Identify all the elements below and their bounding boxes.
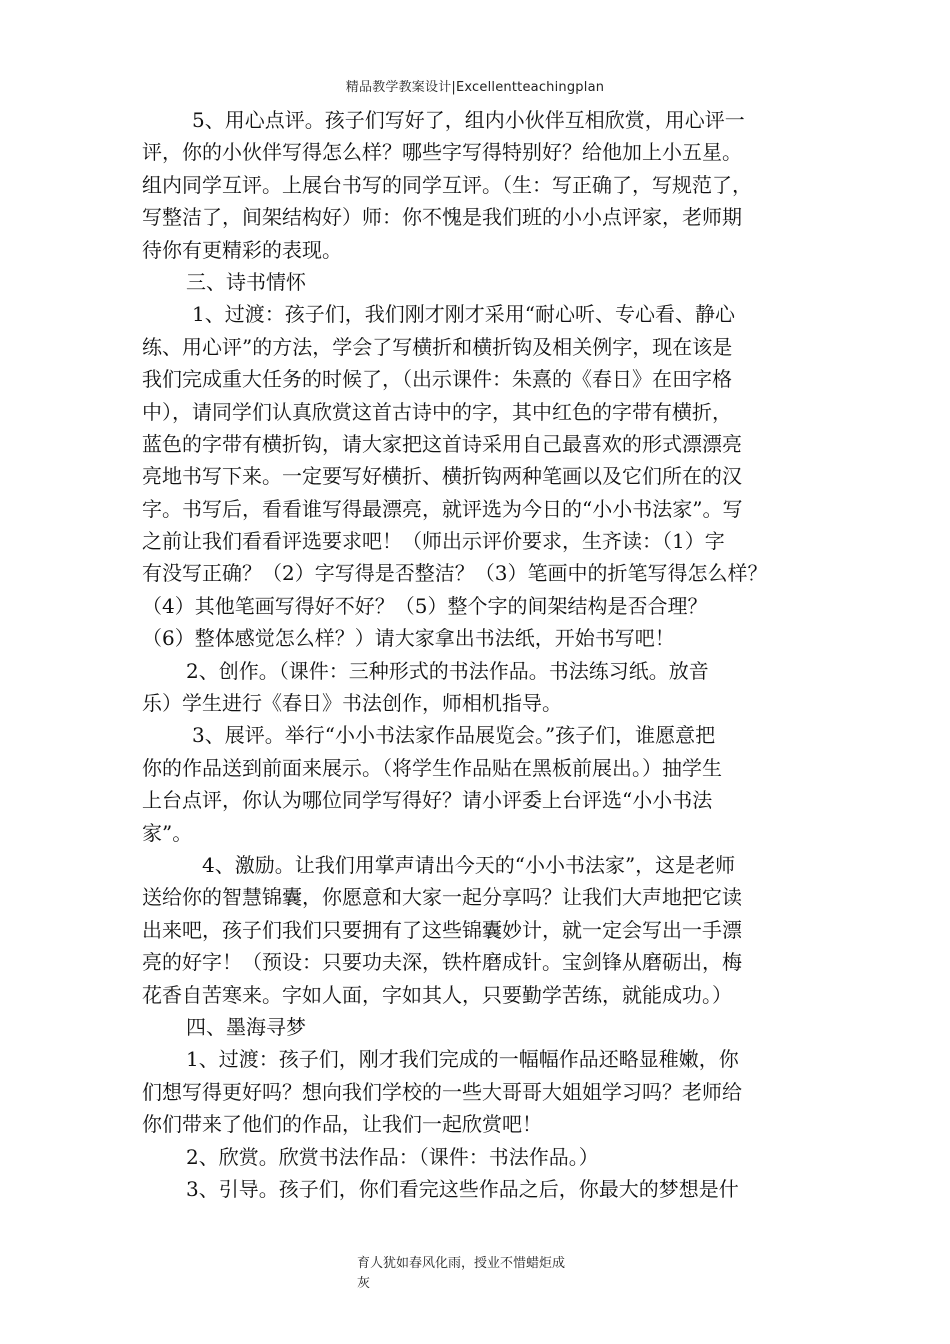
text-line: 亮的好字！（预设：只要功夫深，铁杵磨成针。宝剑锋从磨砺出，梅	[142, 950, 742, 975]
text-line: 送给你的智慧锦囊，你愿意和大家一起分享吗？让我们大声地把它读	[142, 885, 742, 910]
text-line: 4、激励。让我们用掌声请出今天的“小小书法家”，这是老师	[202, 852, 736, 877]
text-line: 家”。	[142, 820, 193, 845]
text-line: 2、欣赏。欣赏书法作品：（课件：书法作品。）	[186, 1144, 599, 1169]
text-line: 你的作品送到前面来展示。（将学生作品贴在黑板前展出。）抽学生	[142, 755, 722, 780]
text-line: 四、墨海寻梦	[186, 1014, 306, 1039]
text-line: 亮地书写下来。一定要写好横折、横折钩两种笔画以及它们所在的汉	[142, 464, 742, 489]
text-line: 中），请同学们认真欣赏这首古诗中的字，其中红色的字带有横折，	[142, 399, 732, 424]
text-line: 乐）学生进行《春日》书法创作，师相机指导。	[142, 691, 562, 716]
footer-line-2: 灰	[357, 1276, 371, 1291]
text-line: 组内同学互评。上展台书写的同学互评。（生：写正确了，写规范了，	[142, 172, 752, 197]
document-body	[142, 104, 842, 1205]
text-line: 三、诗书情怀	[186, 269, 306, 294]
text-line: 你们带来了他们的作品，让我们一起欣赏吧！	[142, 1112, 542, 1137]
text-line: （4）其他笔画写得好不好？（5）整个字的间架结构是否合理？	[142, 593, 708, 618]
page-header: 精品教学教案设计|Excellentteachingplan	[345, 80, 605, 95]
text-line: 们想写得更好吗？想向我们学校的一些大哥哥大姐姐学习吗？老师给	[142, 1079, 742, 1104]
text-line: 我们完成重大任务的时候了，（出示课件：朱熹的《春日》在田字格	[142, 367, 732, 392]
text-line: 练、用心评”的方法，学会了写横折和横折钩及相关例字，现在该是	[142, 334, 733, 359]
text-line: 写整洁了，间架结构好）师：你不愧是我们班的小小点评家，老师期	[142, 205, 742, 230]
footer-line-1: 育人犹如春风化雨，授业不惜蜡炬成	[357, 1256, 566, 1271]
text-line: 3、引导。孩子们，你们看完这些作品之后，你最大的梦想是什	[186, 1176, 739, 1201]
text-line: 花香自苦寒来。字如人面，字如其人，只要勤学苦练，就能成功。）	[142, 982, 732, 1007]
text-line: 上台点评，你认为哪位同学写得好？请小评委上台评选“小小书法	[142, 788, 713, 813]
text-line: 出来吧，孩子们我们只要拥有了这些锦囊妙计，就一定会写出一手漂	[142, 917, 742, 942]
text-line: 字。书写后，看看谁写得最漂亮，就评选为今日的“小小书法家”。写	[142, 496, 743, 521]
text-line: 5、用心点评。孩子们写好了，组内小伙伴互相欣赏，用心评一	[192, 108, 745, 132]
text-line: （6）整体感觉怎么样？）请大家拿出书法纸，开始书写吧！	[142, 626, 675, 651]
text-line: 有没写正确？（2）字写得是否整洁？（3）笔画中的折笔写得怎么样？	[142, 561, 768, 586]
page-footer	[357, 1254, 597, 1294]
text-line: 之前让我们看看评选要求吧！（师出示评价要求，生齐读：（1）字	[142, 529, 725, 554]
text-line: 1、过渡：孩子们，刚才我们完成的一幅幅作品还略显稚嫩，你	[186, 1047, 739, 1072]
text-line: 评，你的小伙伴写得怎么样？哪些字写得特别好？给他加上小五星。	[142, 140, 742, 165]
text-line: 2、创作。（课件：三种形式的书法作品。书法练习纸。放音	[186, 658, 709, 683]
text-line: 蓝色的字带有横折钩，请大家把这首诗采用自己最喜欢的形式漂漂亮	[142, 431, 742, 456]
text-line: 3、展评。举行“小小书法家作品展览会。”孩子们，谁愿意把	[192, 723, 716, 748]
text-line: 待你有更精彩的表现。	[142, 237, 342, 262]
text-line: 1、过渡：孩子们，我们刚才刚才采用“耐心听、专心看、静心	[192, 302, 735, 327]
